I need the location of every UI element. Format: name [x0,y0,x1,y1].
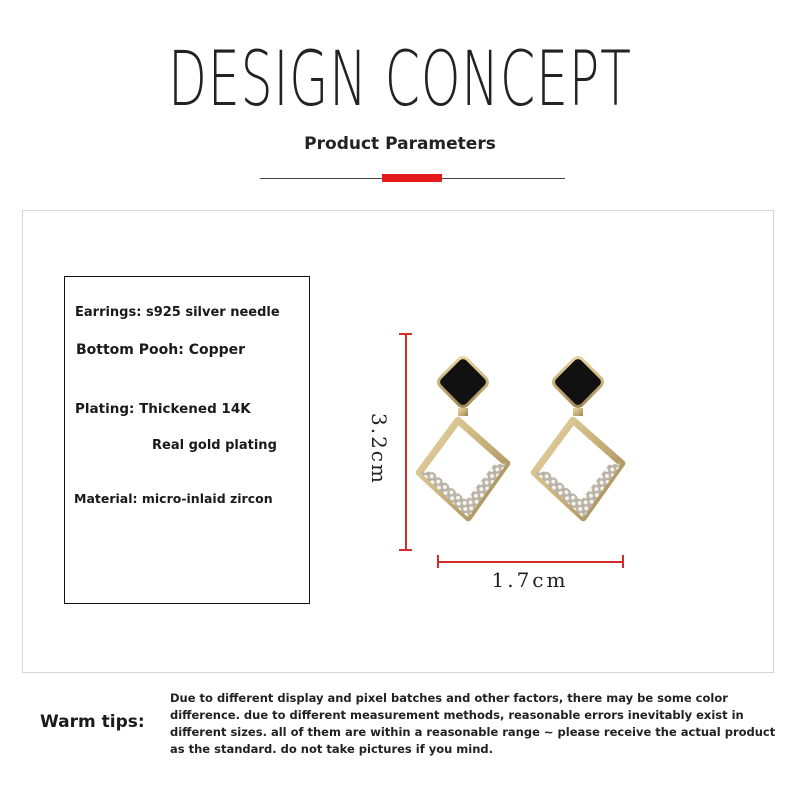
height-label: 3.2cm [367,413,391,485]
param-plating: Plating: Thickened 14K [75,401,251,417]
height-dimension-cap-bottom [399,549,412,551]
param-material: Material: micro-inlaid zircon [74,491,273,506]
section-subtitle: Product Parameters [304,134,496,154]
earrings-image [410,350,640,530]
divider-accent [382,174,442,182]
width-label: 1.7cm [491,568,569,592]
param-plating-detail: Real gold plating [152,438,277,453]
height-dimension-cap-top [399,333,412,335]
width-dimension-cap-right [622,555,624,568]
param-bottom: Bottom Pooh: Copper [76,342,246,358]
right-earring [529,355,627,522]
height-dimension-line [405,333,407,550]
warm-tips-label: Warm tips: [40,712,145,732]
width-dimension-line [437,561,623,563]
width-dimension-cap-left [437,555,439,568]
param-earrings: Earrings: s925 silver needle [75,305,280,320]
page-title: DESIGN CONCEPT [168,36,632,124]
left-earring [414,355,512,522]
warm-tips-text: Due to different display and pixel batches and other factors, there may be some color difference. due to different measurement methods, reasonable errors inevitably exist in different sizes. all of them are within a reasonable range ~ please receive the actual product as the standard. do not take pictures if you mind. [170,691,776,756]
